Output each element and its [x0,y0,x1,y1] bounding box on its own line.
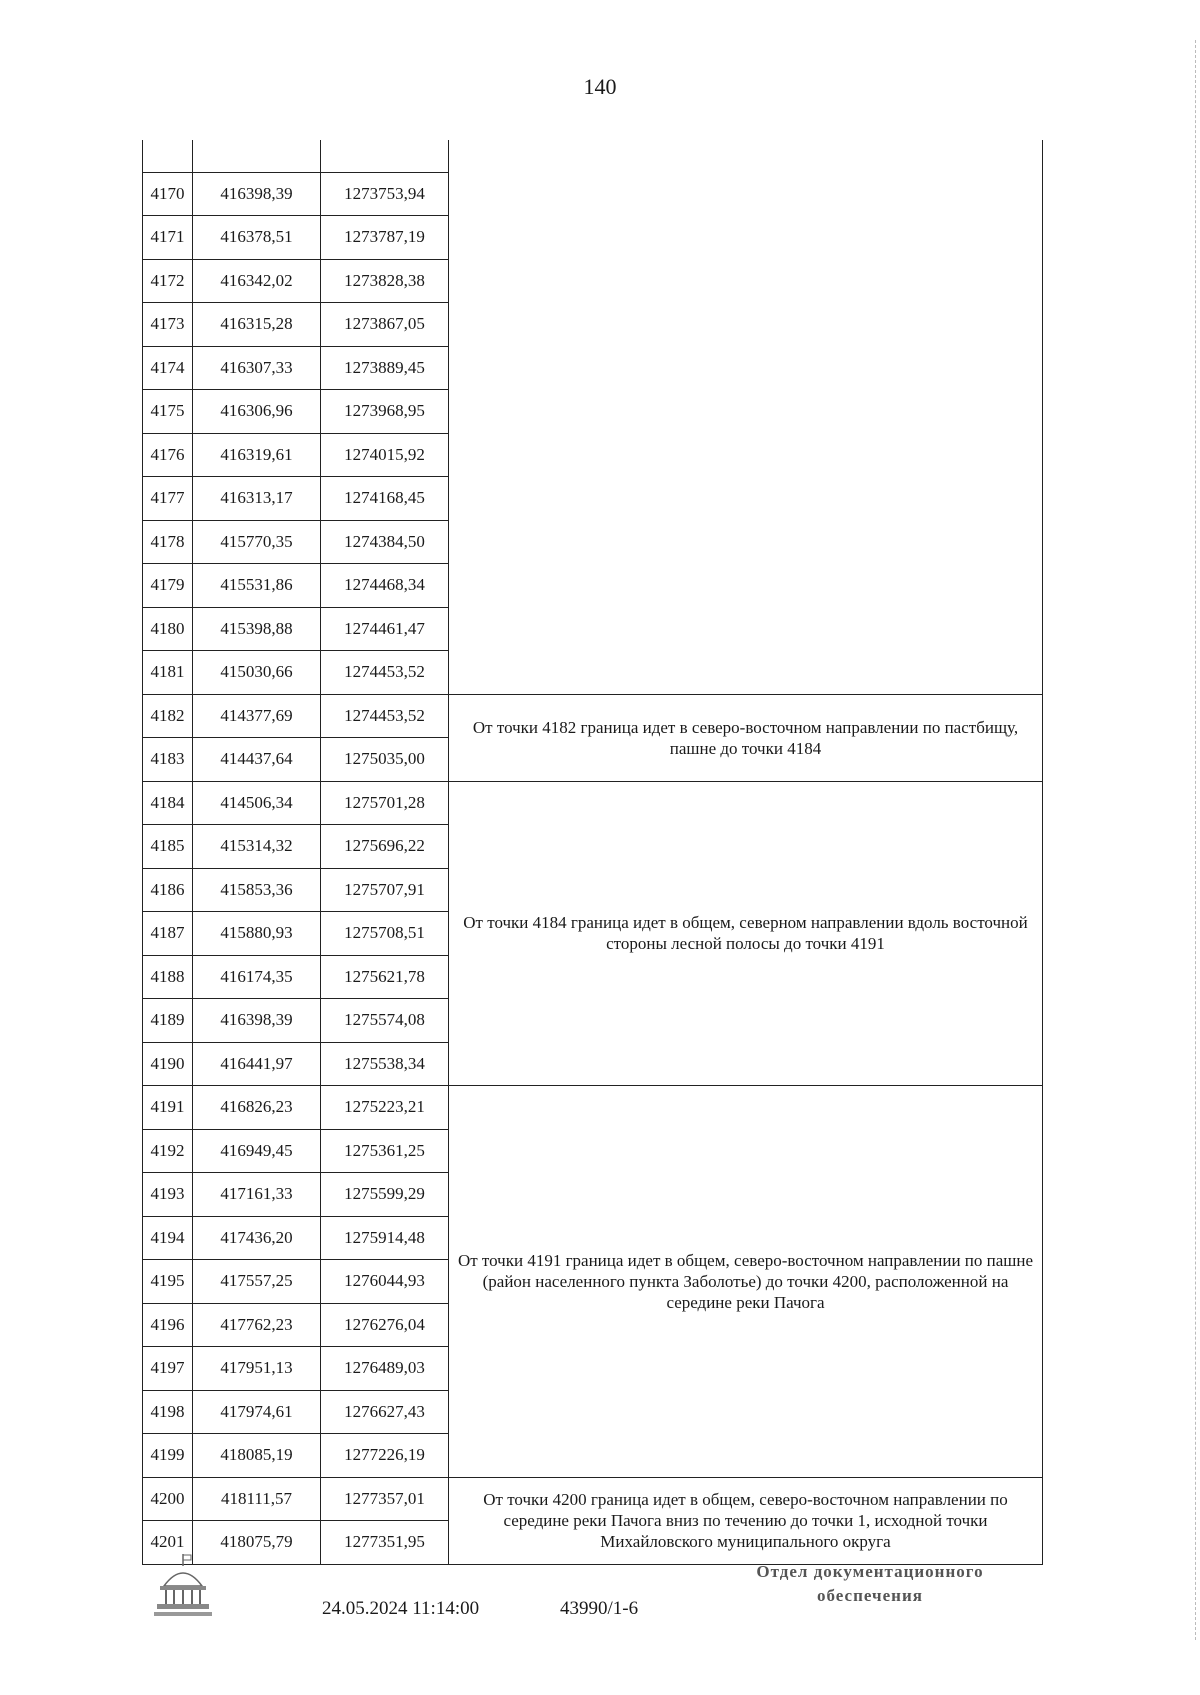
y-coordinate: 1277351,95 [321,1521,449,1565]
point-number: 4200 [143,1477,193,1521]
y-coordinate: 1275696,22 [321,825,449,869]
point-number: 4191 [143,1086,193,1130]
y-coordinate: 1273889,45 [321,346,449,390]
page-number: 140 [583,74,617,99]
x-coordinate: 414377,69 [193,694,321,738]
table-row [143,781,1043,825]
department-stamp [720,1560,1020,1608]
x-coordinate: 418085,19 [193,1434,321,1478]
point-number: 4184 [143,781,193,825]
y-coordinate: 1275914,48 [321,1216,449,1260]
y-coordinate: 1275361,25 [321,1129,449,1173]
point-number: 4190 [143,1042,193,1086]
description-cell-empty [449,140,1043,694]
point-number: 4171 [143,216,193,260]
boundary-description-3: От точки 4191 граница идет в общем, северо-восточном направлении по пашне (район населенного пункта Заболотье) до точки 4200, расположенной на середине реки Пачога [449,1086,1043,1478]
y-coordinate: 1275538,34 [321,1042,449,1086]
x-coordinate: 417762,23 [193,1303,321,1347]
y-coordinate: 1273828,38 [321,259,449,303]
point-number: 4198 [143,1390,193,1434]
y-coordinate: 1274461,47 [321,607,449,651]
point-number: 4180 [143,607,193,651]
y-coordinate: 1275707,91 [321,868,449,912]
table-row [143,694,1043,738]
point-number: 4188 [143,955,193,999]
y-coordinate: 1274015,92 [321,433,449,477]
x-coordinate: 417436,20 [193,1216,321,1260]
y-coordinate: 1276044,93 [321,1260,449,1304]
x-coordinate: 415880,93 [193,912,321,956]
point-number: 4179 [143,564,193,608]
x-coordinate: 416313,17 [193,477,321,521]
x-coordinate: 415030,66 [193,651,321,695]
x-coordinate: 416378,51 [193,216,321,260]
x-coordinate: 416315,28 [193,303,321,347]
boundary-description-1: От точки 4182 граница идет в северо-восточном направлении по пастбищу, пашне до точки 4184 [449,694,1043,781]
y-coordinate: 1275574,08 [321,999,449,1043]
point-number: 4187 [143,912,193,956]
y-coordinate: 1276627,43 [321,1390,449,1434]
registration-timestamp: 24.05.2024 11:14:00 [322,1598,480,1619]
y-coordinate: 1274468,34 [321,564,449,608]
point-number: 4192 [143,1129,193,1173]
x-coordinate: 416949,45 [193,1129,321,1173]
point-number: 4195 [143,1260,193,1304]
point-number: 4178 [143,520,193,564]
table-row [143,1086,1043,1130]
point-number: 4185 [143,825,193,869]
point-number: 4172 [143,259,193,303]
point-number: 4174 [143,346,193,390]
y-coordinate: 1273968,95 [321,390,449,434]
point-number: 4189 [143,999,193,1043]
x-coordinate: 416398,39 [193,999,321,1043]
department-stamp-line1: Отдел документационного [756,1562,984,1581]
y-coordinate: 1275621,78 [321,955,449,999]
point-number: 4194 [143,1216,193,1260]
x-coordinate: 416826,23 [193,1086,321,1130]
x-coordinate: 416307,33 [193,346,321,390]
point-number: 4175 [143,390,193,434]
x-coordinate: 415853,36 [193,868,321,912]
point-number: 4173 [143,303,193,347]
y-coordinate: 1277357,01 [321,1477,449,1521]
y-coordinate: 1274168,45 [321,477,449,521]
x-coordinate: 415531,86 [193,564,321,608]
y-coordinate: 1273787,19 [321,216,449,260]
y-coordinate: 1274453,52 [321,651,449,695]
x-coordinate: 417974,61 [193,1390,321,1434]
x-coordinate: 415770,35 [193,520,321,564]
point-number: 4182 [143,694,193,738]
x-coordinate: 416342,02 [193,259,321,303]
point-number: 4196 [143,1303,193,1347]
y-coordinate: 1274453,52 [321,694,449,738]
y-coordinate: 1275708,51 [321,912,449,956]
x-coordinate: 416398,39 [193,172,321,216]
x-coordinate: 417557,25 [193,1260,321,1304]
y-coordinate: 1276489,03 [321,1347,449,1391]
y-coordinate: 1274384,50 [321,520,449,564]
x-coordinate: 416174,35 [193,955,321,999]
x-coordinate: 414506,34 [193,781,321,825]
point-number: 4186 [143,868,193,912]
point-number: 4183 [143,738,193,782]
y-coordinate: 1273753,94 [321,172,449,216]
point-number: 4199 [143,1434,193,1478]
table-header-row [143,140,1043,172]
x-coordinate: 417951,13 [193,1347,321,1391]
department-stamp-line2: обеспечения [817,1586,923,1605]
y-coordinate: 1276276,04 [321,1303,449,1347]
x-coordinate: 416319,61 [193,433,321,477]
x-coordinate: 415314,32 [193,825,321,869]
boundary-description-2: От точки 4184 граница идет в общем, северном направлении вдоль восточной стороны лесной полосы до точки 4191 [449,781,1043,1086]
y-coordinate: 1275599,29 [321,1173,449,1217]
point-number: 4193 [143,1173,193,1217]
point-number: 4181 [143,651,193,695]
scan-edge-marks [1175,40,1196,1640]
point-number: 4197 [143,1347,193,1391]
y-coordinate: 1275035,00 [321,738,449,782]
boundary-description-4: От точки 4200 граница идет в общем, северо-восточном направлении по середине реки Пачога вниз по течению до точки 1, исходной точки Михайловского муниципального округа [449,1477,1043,1564]
point-number: 4201 [143,1521,193,1565]
y-coordinate: 1275223,21 [321,1086,449,1130]
point-number: 4177 [143,477,193,521]
x-coordinate: 416441,97 [193,1042,321,1086]
x-coordinate: 418075,79 [193,1521,321,1565]
x-coordinate: 418111,57 [193,1477,321,1521]
registration-number: 43990/1-6 [560,1598,639,1619]
coordinates-table [142,140,1043,1565]
point-number: 4176 [143,433,193,477]
x-coordinate: 416306,96 [193,390,321,434]
x-coordinate: 417161,33 [193,1173,321,1217]
y-coordinate: 1277226,19 [321,1434,449,1478]
point-number: 4170 [143,172,193,216]
table-row [143,1477,1043,1521]
y-coordinate: 1275701,28 [321,781,449,825]
y-coordinate: 1273867,05 [321,303,449,347]
x-coordinate: 415398,88 [193,607,321,651]
duma-building-emblem-icon [152,1552,214,1622]
x-coordinate: 414437,64 [193,738,321,782]
